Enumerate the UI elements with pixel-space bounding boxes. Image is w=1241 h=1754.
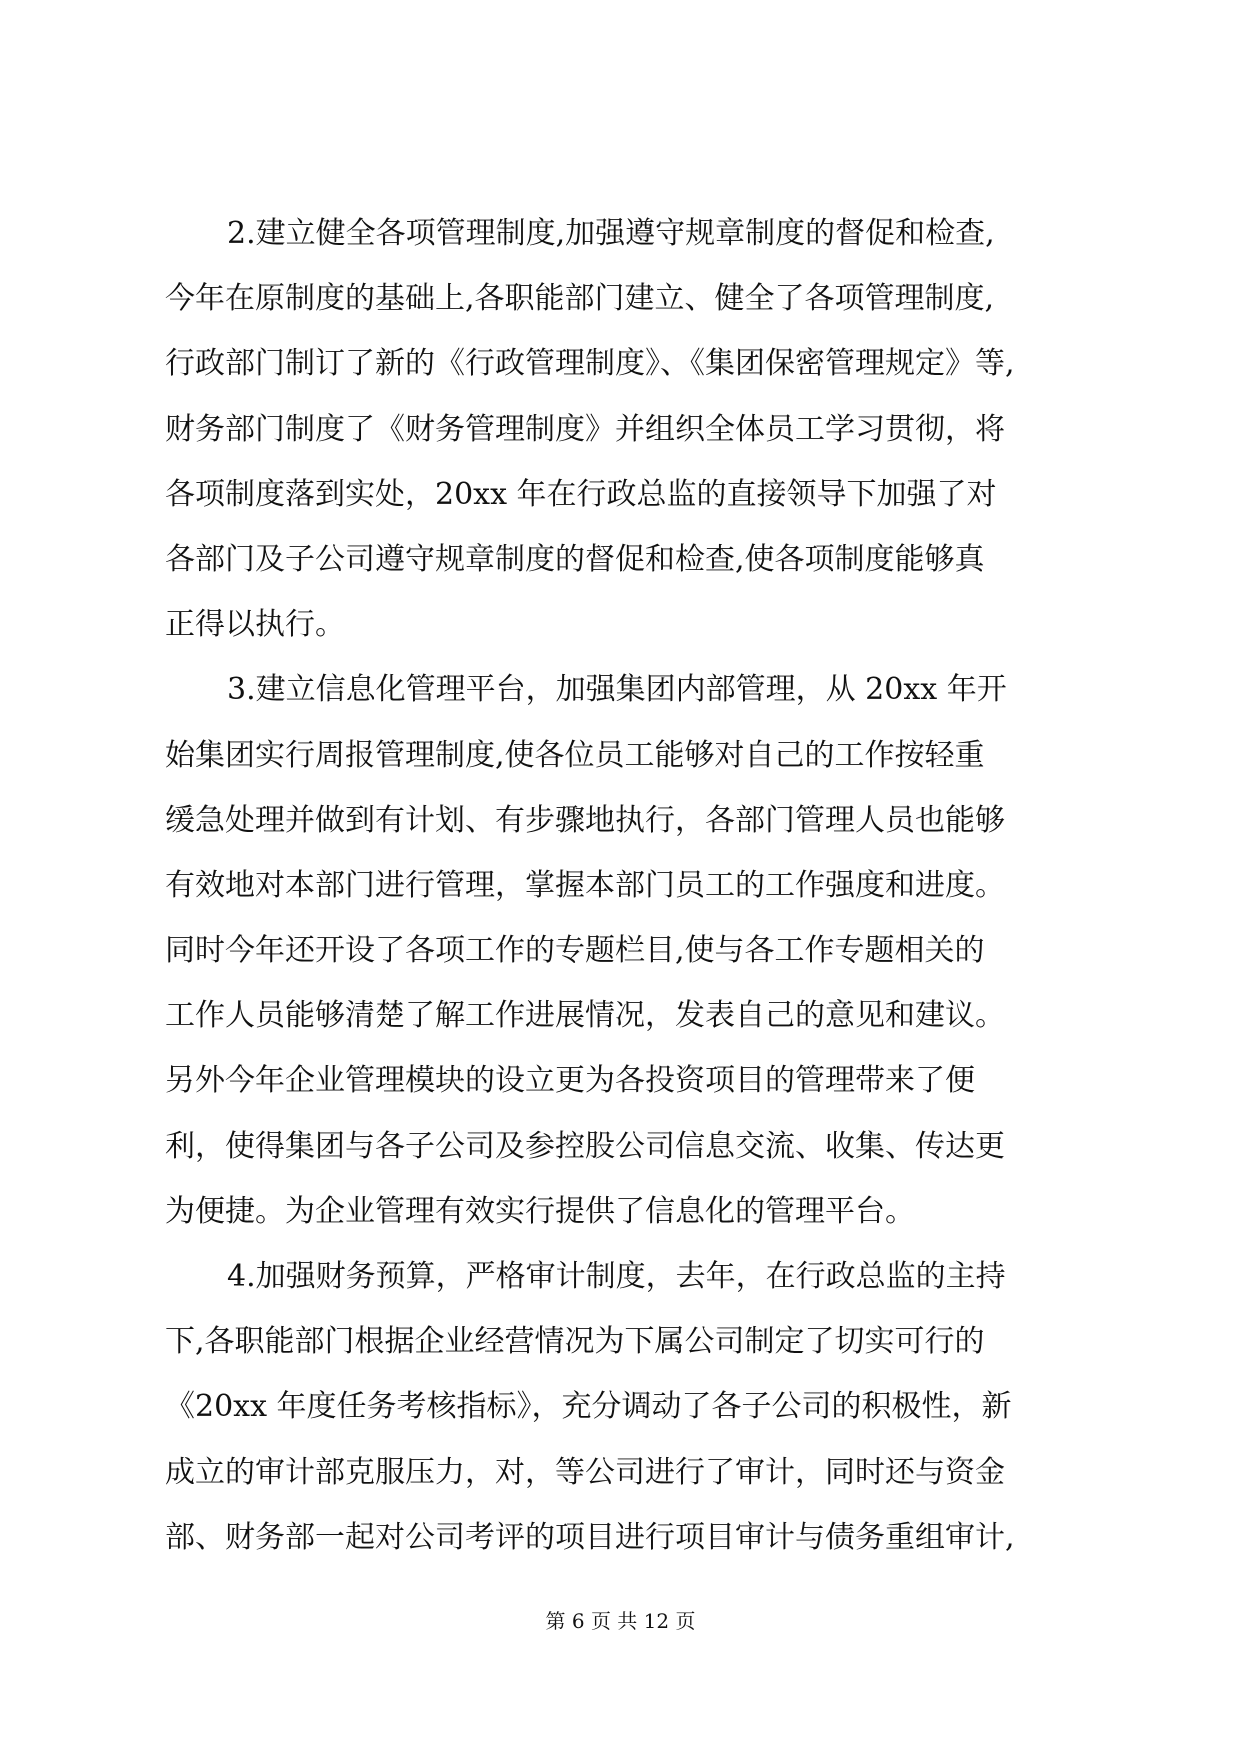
text-line: 部、财务部一起对公司考评的项目进行项目审计与债务重组审计, (165, 1519, 1015, 1555)
text-line: 2.建立健全各项管理制度,加强遵守规章制度的督促和检查, (227, 216, 995, 251)
paragraph-3 (165, 657, 1110, 1244)
text-line: 各项制度落到实处，20xx 年在行政总监的直接领导下加强了对 (165, 476, 997, 512)
text-line: 缓急处理并做到有计划、有步骤地执行，各部门管理人员也能够 (165, 802, 1005, 838)
text-line: 3.建立信息化管理平台，加强集团内部管理，从 20xx 年开 (227, 672, 1007, 708)
text-line: 利，使得集团与各子公司及参控股公司信息交流、收集、传达更 (165, 1128, 1005, 1164)
text-line: 4.加强财务预算，严格审计制度，去年，在行政总监的主持 (227, 1259, 1006, 1294)
text-line: 工作人员能够清楚了解工作进展情况，发表自己的意见和建议。 (165, 998, 1005, 1034)
text-line: 正得以执行。 (165, 607, 345, 643)
text-line: 有效地对本部门进行管理，掌握本部门员工的工作强度和进度。 (165, 867, 1005, 903)
text-line: 下,各职能部门根据企业经营情况为下属公司制定了切实可行的 (165, 1324, 985, 1360)
text-line: 同时今年还开设了各项工作的专题栏目,使与各工作专题相关的 (165, 933, 985, 969)
paragraph-2 (165, 201, 1110, 657)
text-line: 成立的审计部克服压力，对，等公司进行了审计，同时还与资金 (165, 1454, 1005, 1490)
page-number-footer: 第 6 页 共 12 页 (545, 1609, 696, 1633)
text-line: 另外今年企业管理模块的设立更为各投资项目的管理带来了便 (165, 1063, 975, 1099)
text-line: 始集团实行周报管理制度,使各位员工能够对自己的工作按轻重 (165, 737, 985, 773)
text-line: 财务部门制度了《财务管理制度》并组织全体员工学习贯彻，将 (165, 411, 1005, 447)
text-line: 今年在原制度的基础上,各职能部门建立、健全了各项管理制度, (165, 281, 995, 317)
text-line: 为便捷。为企业管理有效实行提供了信息化的管理平台。 (165, 1193, 915, 1229)
document-body (165, 201, 1110, 1570)
paragraph-4 (165, 1244, 1110, 1570)
text-line: 行政部门制订了新的《行政管理制度》、《集团保密管理规定》等, (165, 346, 1015, 382)
text-line: 各部门及子公司遵守规章制度的督促和检查,使各项制度能够真 (165, 541, 985, 577)
text-line: 《20xx 年度任务考核指标》，充分调动了各子公司的积极性，新 (165, 1389, 1012, 1425)
